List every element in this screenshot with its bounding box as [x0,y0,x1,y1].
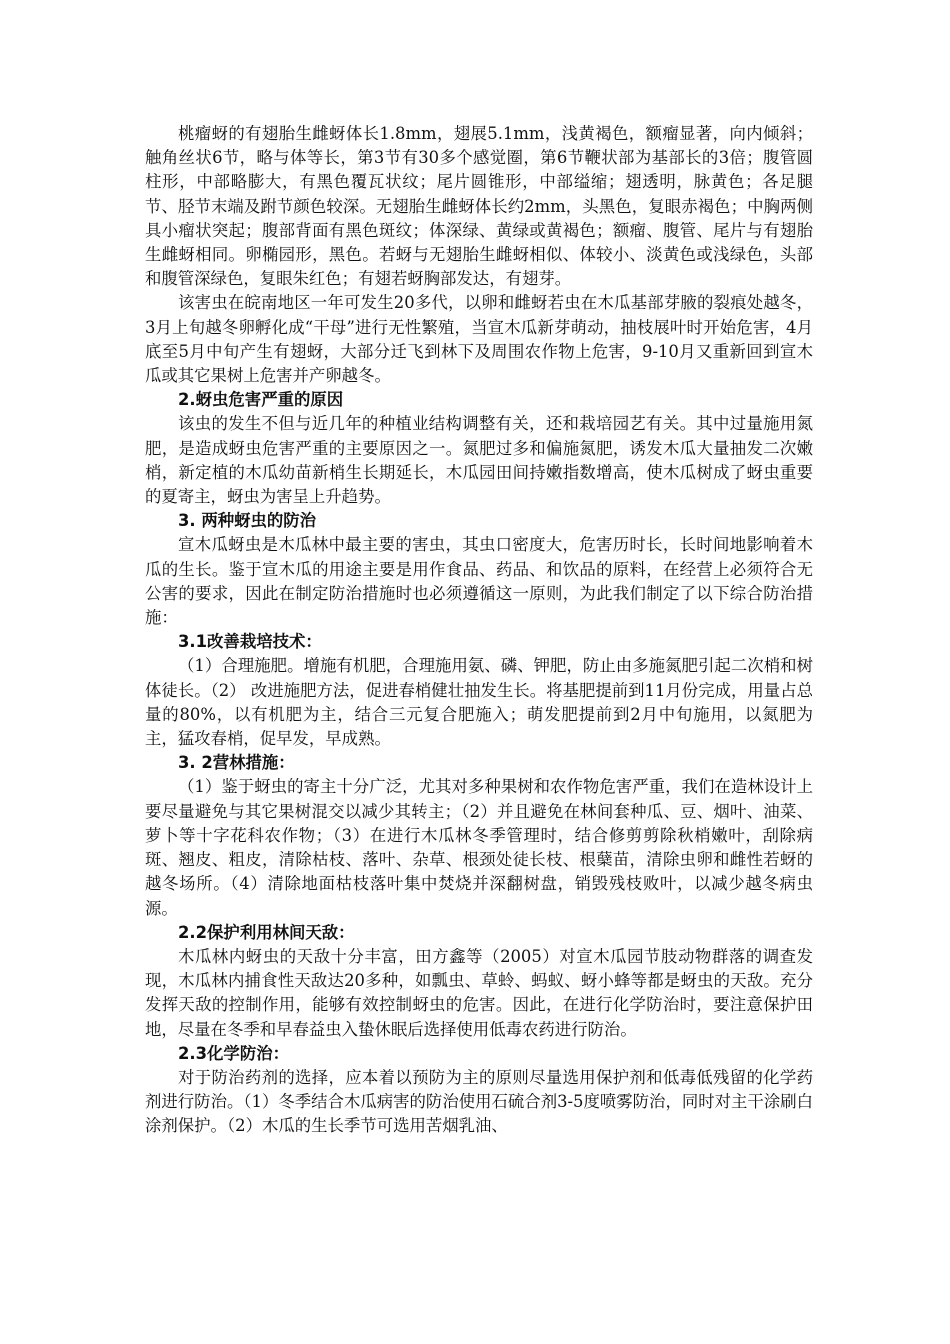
paragraph-aphid-morphology: 桃瘤蚜的有翅胎生雌蚜体长1.8mm，翅展5.1mm，浅黄褐色，额瘤显著，向内倾斜；触角丝状6节，略与体等长，第3节有30多个感觉圈，第6节鞭状部为基部长的3倍；腹管圆柱形，中部略膨大，有黑色覆瓦状纹；尾片圆锥形，中部缢缩；翅透明，脉黄色；各足腿节、胫节末端及跗节颜色较深。无翅胎生雌蚜体长约2mm，头黑色，复眼赤褐色；中胸两侧具小瘤状突起；腹部背面有黑色斑纹；体深绿、黄绿或黄褐色；额瘤、腹管、尾片与有翅胎生雌蚜相同。卵椭园形，黑色。若蚜与无翅胎生雌蚜相似、体较小、淡黄色或浅绿色，头部和腹管深绿色，复眼朱红色；有翅若蚜胸部发达，有翅芽。 [145,124,813,289]
document-body [145,122,813,1139]
paragraph-control-intro: 宣木瓜蚜虫是木瓜林中最主要的害虫，其虫口密度大，危害历时长，长时间地影响着木瓜的生长。鉴于宣木瓜的用途主要是用作食品、药品、和饮品的原料，在经营上必须符合无公害的要求，因此在制定防治措施时也必须遵循这一原则，为此我们制定了以下综合防治措施： [145,535,813,628]
paragraph-natural-enemies: 木瓜林内蚜虫的天敌十分丰富，田方鑫等（2005）对宣木瓜园节肢动物群落的调查发现，木瓜林内捕食性天敌达20多种，如瓢虫、草蛉、蚂蚁、蚜小蜂等都是蚜虫的天敌。充分发挥天敌的控制作用，能够有效控制蚜虫的危害。因此，在进行化学防治时，要注意保护田地，尽量在冬季和早春益虫入蛰休眠后选择使用低毒农药进行防治。 [145,946,813,1039]
paragraph-causes: 该虫的发生不但与近几年的种植业结构调整有关，还和栽培园艺有关。其中过量施用氮肥，是造成蚜虫危害严重的主要原因之一。氮肥过多和偏施氮肥，诱发木瓜大量抽发二次嫩梢，新定植的木瓜幼苗新梢生长期延长，木瓜园田间持嫩指数增高，使木瓜树成了蚜虫重要的夏寄主，蚜虫为害呈上升趋势。 [145,414,813,507]
section-heading-causes: 2.蚜虫危害严重的原因 [178,390,344,410]
paragraph-chemical-control: 对于防治药剂的选择，应本着以预防为主的原则尽量选用保护剂和低毒低残留的化学药剂进行防治。（1）冬季结合木瓜病害的防治使用石硫合剂3-5度喷雾防治，同时对主干涂刷白涂剂保护。（2）木瓜的生长季节可选用苦烟乳油、 [145,1067,813,1136]
section-heading-forest-measures: 3. 2营林措施： [178,753,295,773]
section-heading-natural-enemies: 2.2保护利用林间天敌： [178,922,355,942]
paragraph-forest-measures: （1）鉴于蚜虫的寄主十分广泛，尤其对多种果树和农作物危害严重，我们在造林设计上要尽量避免与其它果树混交以减少其转主；（2）并且避免在林间套种瓜、豆、烟叶、油菜、萝卜等十字花科农作物；（3）在进行木瓜林冬季管理时，结合修剪剪除秋梢嫩叶，刮除病斑、翘皮、粗皮，清除枯枝、落叶、杂草、根颈处徒长枝、根蘖苗，清除虫卵和雌性若蚜的越冬场所。（4）清除地面枯枝落叶集中焚烧并深翻树盘，销毁残枝败叶，以减少越冬病虫源。 [145,777,813,918]
section-heading-chemical-control: 2.3化学防治： [178,1043,289,1063]
paragraph-cultivation: （1）合理施肥。增施有机肥，合理施用氨、磷、钾肥，防止由多施氮肥引起二次梢和树体徒长。（2） 改进施肥方法，促进春梢健壮抽发生长。将基肥提前到11月份完成，用量占总量的80%，以有机肥为主，结合三元复合肥施入；萌发肥提前到2月中旬施用，以氮肥为主，猛攻春梢，促早发，早成熟。 [145,656,813,749]
section-heading-cultivation: 3.1改善栽培技术： [178,632,322,652]
section-heading-control: 3. 两种蚜虫的防治 [178,511,317,531]
paragraph-life-cycle: 该害虫在皖南地区一年可发生20多代，以卵和雌蚜若虫在木瓜基部芽腋的裂痕处越冬，3月上旬越冬卵孵化成“干母”进行无性繁殖，当宣木瓜新芽萌动，抽枝展叶时开始危害，4月底至5月中旬产生有翅蚜，大部分迁飞到林下及周围农作物上危害，9-10月又重新回到宣木瓜或其它果树上危害并产卵越冬。 [145,293,813,386]
